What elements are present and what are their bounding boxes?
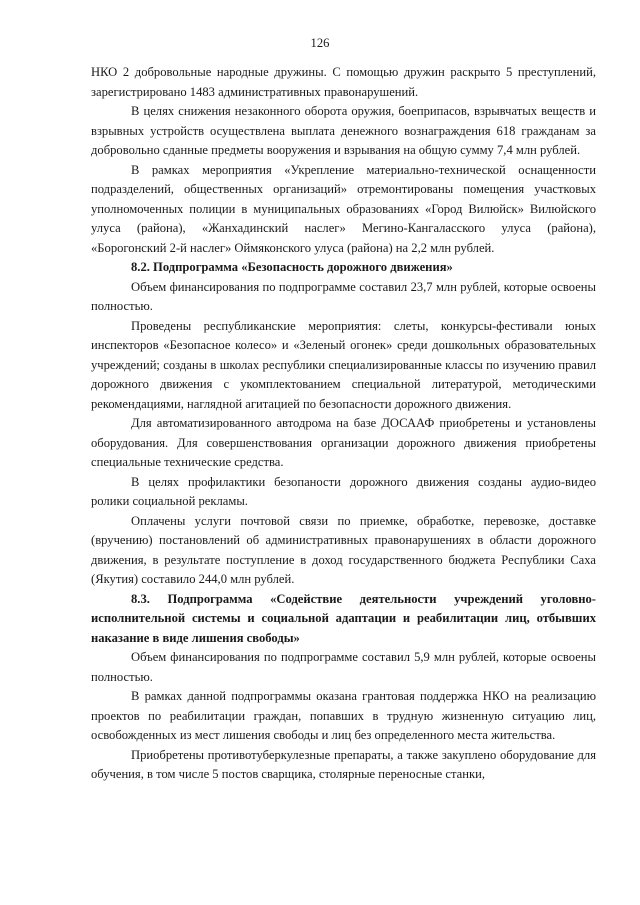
section-heading: 8.3. Подпрограмма «Содействие деятельности учреждений уголовно-исполнительной системы и социальной адаптации и реабилитации лиц, отбывших наказание в виде лишения свободы» xyxy=(91,591,596,645)
paragraph: Проведены республиканские мероприятия: слеты, конкурсы-фестивали юных инспекторов «Безопасное колесо» и «Зеленый огонек» среди дошкольных образовательных учреждений; созданы в школах республики специализированные классы по изучению правил дорожного движения с укомплектованием специальной литературой, методическими рекомендациями, наглядной агитацией по безопасности дорожного движения. xyxy=(91,318,596,411)
paragraph: Приобретены противотуберкулезные препараты, а также закуплено оборудование для обучения, в том числе 5 постов сварщика, столярные переносные станки, xyxy=(91,747,596,781)
paragraph: В рамках мероприятия «Укрепление материально-технической оснащенности подразделений, общественных организаций» отремонтированы помещения участковых уполномоченных полиции в муниципальных образованиях «Город Вилюйск» Вилюйского улуса (района), «Жанхадинский наслег» Мегино-Кангаласского улуса (района), «Борогонский 2-й наслег» Оймяконского улуса (района) на 2,2 млн рублей. xyxy=(91,162,596,255)
paragraph: Для автоматизированного автодрома на базе ДОСААФ приобретены и установлены оборудования. Для совершенствования организации дорожного движения приобретены специальные технические средства. xyxy=(91,416,596,469)
paragraph: В целях снижения незаконного оборота оружия, боеприпасов, взрывчатых веществ и взрывных устройств осуществлена выплата денежного вознаграждения 618 гражданам за добровольно сданные предметы вооружения и взрывания на общую сумму 7,4 млн рублей. xyxy=(91,104,596,157)
document-body xyxy=(91,63,596,785)
page-number: 126 xyxy=(310,36,330,50)
paragraph: Объем финансирования по подпрограмме составил 5,9 млн рублей, которые освоены полностью. xyxy=(91,650,596,684)
paragraph: Оплачены услуги почтовой связи по приемке, обработке, перевозке, доставке (вручению) постановлений об административных правонарушениях в области дорожного движения, в результате поступление в доход государственного бюджета Республики Саха (Якутия) составило 244,0 млн рублей. xyxy=(91,513,596,586)
paragraph: В рамках данной подпрограммы оказана грантовая поддержка НКО на реализацию проектов по реабилитации граждан, попавших в трудную жизненную ситуацию лиц, освобожденных из мест лишения свободы и лиц без определенного места жительства. xyxy=(91,689,596,742)
paragraph: В целях профилактики безопаности дорожного движения созданы аудио-видео ролики социальной рекламы. xyxy=(91,474,596,508)
section-heading: 8.2. Подпрограмма «Безопасность дорожного движения» xyxy=(131,260,453,274)
paragraph: НКО 2 добровольные народные дружины. С помощью дружин раскрыто 5 преступлений, зарегистрировано 1483 административных правонарушений. xyxy=(91,65,596,99)
paragraph: Объем финансирования по подпрограмме составил 23,7 млн рублей, которые освоены полностью. xyxy=(91,279,596,313)
